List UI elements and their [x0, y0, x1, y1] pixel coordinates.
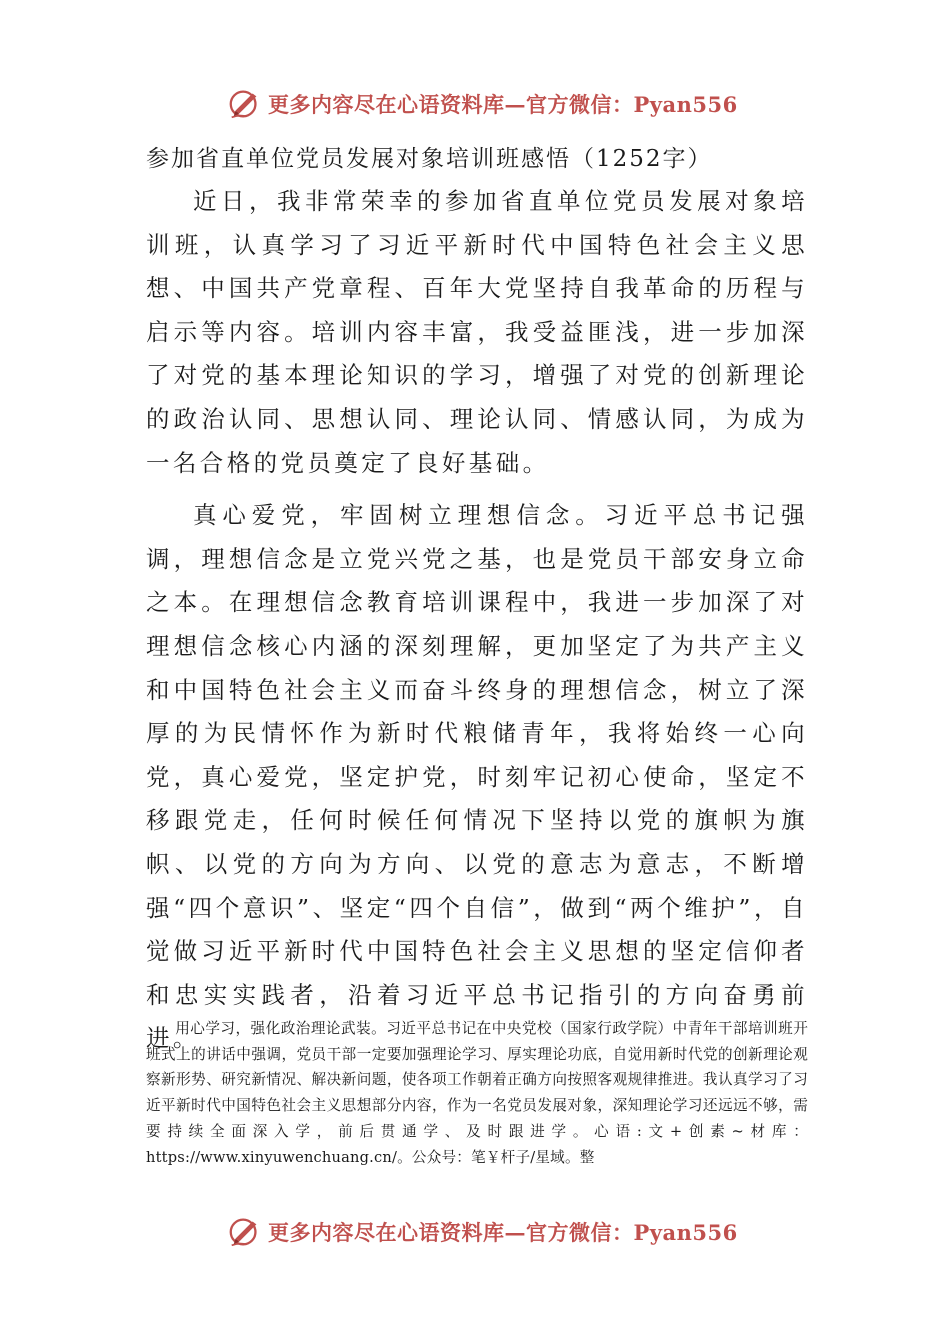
- document-title: 参加省直单位党员发展对象培训班感悟（1252字）: [146, 146, 713, 172]
- paragraph-intro: 近日，我非常荣幸的参加省直单位党员发展对象培训班，认真学习了习近平新时代中国特色社会主义思想、中国共产党章程、百年大党坚持自我革命的历程与启示等内容。培训内容丰富，我受益匪浅，进一步加深了对党的基本理论知识的学习，增强了对党的创新理论的政治认同、思想认同、理论认同、情感认同，为成为一名合格的党员奠定了良好基础。: [146, 187, 808, 477]
- footer-banner: [0, 1212, 950, 1252]
- pen-logo-icon: [226, 1213, 264, 1251]
- paragraph-ideals: 真心爱党，牢固树立理想信念。习近平总书记强调，理想信念是立党兴党之基，也是党员干部安身立命之本。在理想信念教育培训课程中，我进一步加深了对理想信念核心内涵的深刻理解，更加坚定了为共产主义和中国特色社会主义而奋斗终身的理想信念，树立了深厚的为民情怀作为新时代粮储青年，我将始终一心向党，真心爱党，坚定护党，时刻牢记初心使命，坚定不移跟党走，任何时候任何情况下坚持以党的旗帜为旗帜、以党的方向为方向、以党的意志为意志，不断增强“四个意识”、坚定“四个自信”，做到“两个维护”，自觉做习近平新时代中国特色社会主义思想的坚定信仰者和忠实实践者，沿着习近平总书记指引的方向奋勇前进。: [146, 501, 808, 1053]
- banner-text: 更多内容尽在心语资料库—官方微信：Pyan556: [268, 1220, 738, 1245]
- article-small-body: [146, 1016, 808, 1170]
- pen-logo-icon: [226, 85, 264, 123]
- header-banner: [0, 84, 950, 124]
- banner-text: 更多内容尽在心语资料库—官方微信：Pyan556: [268, 92, 738, 117]
- article-body: [146, 180, 808, 1061]
- paragraph-study: 用心学习，强化政治理论武装。习近平总书记在中央党校（国家行政学院）中青年干部培训班开班式上的讲话中强调，党员干部一定要加强理论学习、厚实理论功底，自觉用新时代党的创新理论观察新形势、研究新情况、解决新问题，使各项工作朝着正确方向按照客观规律推进。我认真学习了习近平新时代中国特色社会主义思想部分内容，作为一名党员发展对象，深知理论学习还远远不够，需要持续全面深入学，前后贯通学、及时跟进学。心语:文+创素~材库：https://www.xinyuwenchuang.cn/。公众号：笔￥杆子/星域。整: [146, 1020, 808, 1166]
